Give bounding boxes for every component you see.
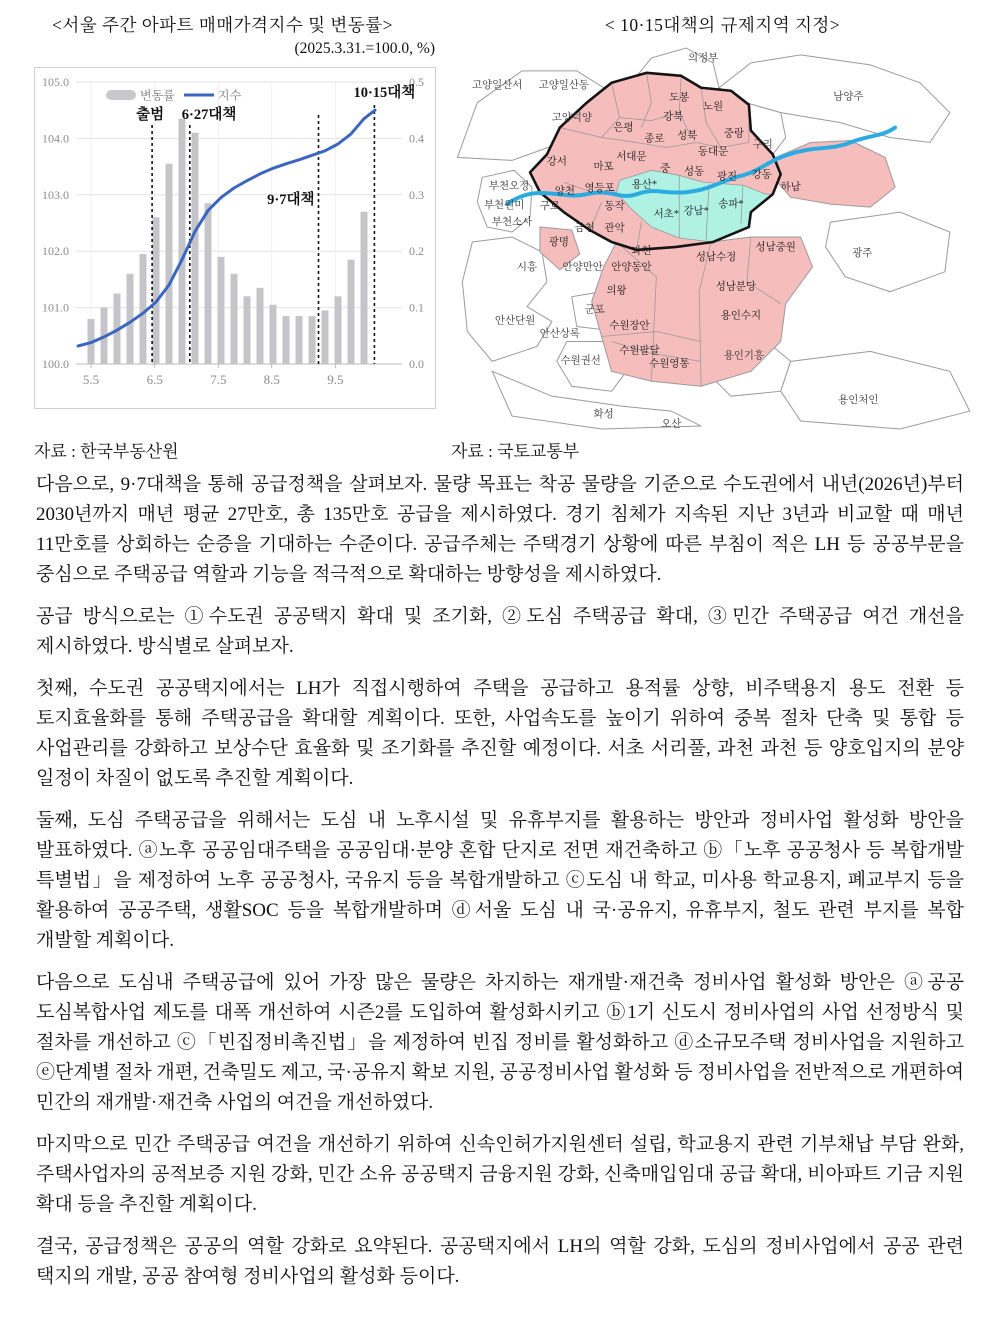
svg-text:0.3: 0.3	[409, 187, 424, 202]
svg-text:안산단원: 안산단원	[494, 315, 536, 327]
svg-text:고양일산서: 고양일산서	[471, 79, 523, 91]
paragraph-conclusion: 결국, 공급정책은 공공의 역할 강화로 요약된다. 공공택지에서 LH의 역할 강화, 도심의 정비사업에서 공공 관련 택지의 개발, 공공 참여형 정비사업의 활성화 등이다.	[36, 1236, 964, 1287]
svg-text:부천원미: 부천원미	[483, 200, 525, 212]
figures-row	[0, 0, 1000, 462]
svg-text:금천: 금천	[574, 223, 595, 235]
svg-text:0.4: 0.4	[409, 131, 424, 146]
svg-text:성남수정: 성남수정	[695, 251, 737, 263]
svg-text:마포: 마포	[593, 161, 614, 173]
svg-text:하남: 하남	[780, 182, 801, 194]
svg-text:0.1: 0.1	[409, 300, 424, 315]
svg-text:광명: 광명	[548, 236, 569, 248]
svg-text:100.0: 100.0	[42, 357, 69, 371]
svg-text:105.0: 105.0	[42, 75, 69, 89]
svg-text:9.5: 9.5	[327, 372, 344, 387]
svg-text:용산*: 용산*	[631, 179, 658, 191]
svg-text:6.5: 6.5	[146, 372, 163, 387]
svg-text:의왕: 의왕	[606, 285, 627, 297]
svg-text:출범: 출범	[136, 107, 165, 123]
paragraph-public-land: 첫째, 수도권 공공택지에서는 LH가 직접시행하여 주택을 공급하고 용적률 상향, 비주택용지 용도 전환 등 토지효율화를 통해 주택공급을 확대할 계획이다. 또한, 사업속도를 높이기 위하여 중복 절차 단축 및 통합 등 사업관리를 강화하고 보상수단 효율화 및 조기화를 추진할 예정이다. 서초 서리풀, 과천 과천 등 양호입지의 분양 일정이 차질이 없도록 추진할 계획이다.	[36, 678, 964, 789]
svg-text:6·27대책: 6·27대책	[181, 107, 237, 123]
svg-text:5.5: 5.5	[82, 372, 100, 387]
svg-text:군포: 군포	[584, 304, 605, 316]
svg-text:영등포: 영등포	[584, 183, 615, 195]
svg-text:강북: 강북	[663, 111, 684, 123]
svg-text:용인수지: 용인수지	[720, 310, 762, 322]
svg-text:강서: 강서	[546, 156, 567, 168]
chart-subtitle: (2025.3.31.=100.0, %)	[294, 40, 435, 57]
svg-text:0.2: 0.2	[409, 244, 424, 259]
chart-source: 자료 : 한국부동산원	[34, 442, 179, 461]
svg-text:서대문: 서대문	[616, 151, 647, 163]
svg-text:8.5: 8.5	[263, 372, 280, 387]
paragraph-redevelopment: 다음으로 도심내 주택공급에 있어 가장 많은 물량은 차지하는 재개발·재건축 정비사업 활성화 방안은 ⓐ공공 도심복합사업 제도를 대폭 개선하여 시즌2를 도입하여 활성화시키고 ⓑ1기 신도시 정비사업의 사업 선정방식 및 절차를 개선하고 ⓒ「빈집정비촉진법」을 제정하여 빈집 정비를 활성화하고 ⓓ소규모주택 정비사업을 지원하고 ⓔ단계별 절차 개편, 건축밀도 제고, 국·공유지 확보 지원, 공공정비사업 활성화 등 정비사업을 전반적으로 개편하여 민간의 재개발·재건축 사업의 여건을 개선하였다.	[36, 972, 964, 1113]
svg-text:성동: 성동	[684, 166, 705, 178]
svg-text:광진: 광진	[716, 171, 738, 183]
svg-text:강남*: 강남*	[683, 206, 709, 218]
svg-text:광주: 광주	[852, 247, 873, 259]
svg-text:7.5: 7.5	[210, 372, 227, 387]
paragraph-urban-supply: 둘째, 도심 주택공급을 위해서는 도심 내 노후시설 및 유휴부지를 활용하는 방안과 정비사업 활성화 방안을 발표하였다. ⓐ노후 공공임대주택을 공공임대·분양 혼합 단지로 전면 재건축하고 ⓑ「노후 공공청사 등 복합개발 특별법」을 제정하여 노후 공공청사, 국유지 등을 복합개발하고 ⓒ도심 내 학교, 미사용 학교용지, 폐교부지 등을 활용하여 공공주택, 생활SOC 등을 복합개발하며 ⓓ서울 도심 내 국·공유지, 유휴부지, 철도 관련 부지를 복합 개발할 계획이다.	[36, 810, 964, 951]
svg-text:중: 중	[660, 163, 671, 175]
svg-text:9·7대책: 9·7대책	[267, 192, 315, 208]
svg-text:성남중원: 성남중원	[755, 241, 796, 253]
svg-text:남양주: 남양주	[833, 91, 864, 103]
paragraph-supply-overview: 다음으로, 9·7대책을 통해 공급정책을 살펴보자. 물량 목표는 착공 물량을 기준으로 수도권에서 내년(2026년)부터 2030년까지 매년 평균 27만호, 총 135만호 공급을 제시하였다. 경기 침체가 지속된 지난 3년과 비교할 때 매년 11만호를 상회하는 순증을 기대하는 수준이다. 공급주체는 주택경기 상황에 따른 부침이 적은 LH 등 공공부문을 중심으로 주택공급 역할과 기능을 적극적으로 확대하는 방향성을 제시하였다.	[36, 474, 964, 585]
svg-text:고양일산동: 고양일산동	[538, 79, 590, 91]
svg-text:구리: 구리	[752, 139, 773, 151]
svg-text:부천소사: 부천소사	[491, 217, 533, 229]
svg-text:의정부: 의정부	[687, 52, 719, 64]
article-body	[0, 462, 1000, 1292]
svg-text:용인기흥: 용인기흥	[723, 350, 765, 362]
svg-text:과천: 과천	[631, 245, 652, 257]
svg-text:수원영통: 수원영통	[649, 358, 690, 370]
svg-text:용인처인: 용인처인	[838, 395, 879, 407]
svg-text:서초*: 서초*	[653, 209, 679, 221]
svg-text:수원권선: 수원권선	[560, 355, 601, 367]
svg-text:관악: 관악	[604, 223, 625, 235]
svg-text:화성: 화성	[593, 409, 614, 421]
svg-text:성남분당: 성남분당	[715, 281, 757, 293]
svg-text:시흥: 시흥	[516, 261, 538, 273]
paragraph-private-supply: 마지막으로 민간 주택공급 여건을 개선하기 위하여 신속인허가지원센터 설립, 학교용지 관련 기부채납 부담 완화, 주택사업자의 공적보증 지원 강화, 민간 소유 공공택지 금융지원 강화, 신축매입임대 공급 확대, 비아파트 기금 지원 확대 등을 추진할 계획이다.	[36, 1134, 964, 1215]
paragraph-supply-methods: 공급 방식으로는 ①수도권 공공택지 확대 및 조기화, ②도심 주택공급 확대, ③민간 주택공급 여건 개선을 제시하였다. 방식별로 살펴보자.	[36, 606, 964, 657]
regulated-area-map	[451, 43, 998, 431]
svg-text:수원장안: 수원장안	[609, 320, 650, 332]
svg-text:고양덕양: 고양덕양	[551, 112, 592, 124]
svg-text:101.0: 101.0	[42, 300, 69, 315]
svg-text:성북: 성북	[677, 130, 698, 142]
svg-text:수원팔달: 수원팔달	[619, 345, 660, 357]
svg-text:103.0: 103.0	[42, 187, 69, 202]
map-title: < 10·15대책의 규제지역 지정>	[604, 15, 841, 35]
regulated-area-figure	[445, 10, 1000, 462]
svg-text:10·15대책: 10·15대책	[353, 85, 416, 101]
svg-text:안산상록: 안산상록	[539, 328, 581, 340]
svg-text:오산: 오산	[661, 419, 682, 431]
svg-text:양천: 양천	[554, 186, 575, 198]
svg-text:종로: 종로	[644, 133, 665, 145]
map-source: 자료 : 국토교통부	[451, 442, 580, 461]
svg-text:중랑: 중랑	[723, 128, 745, 140]
svg-text:구로: 구로	[539, 201, 560, 213]
svg-text:송파*: 송파*	[718, 199, 744, 211]
svg-text:변동률: 변동률	[140, 88, 175, 103]
svg-text:동대문: 동대문	[697, 146, 729, 158]
svg-text:강동: 강동	[751, 169, 772, 181]
svg-text:동작: 동작	[604, 201, 625, 213]
svg-text:0.0: 0.0	[409, 357, 424, 371]
svg-text:안양동안: 안양동안	[611, 261, 652, 273]
svg-text:은평: 은평	[613, 122, 634, 134]
svg-text:0.5: 0.5	[409, 75, 424, 89]
price-index-figure	[0, 10, 445, 462]
price-index-chart	[34, 67, 436, 409]
svg-text:부천오정: 부천오정	[488, 181, 530, 193]
svg-text:안양만안: 안양만안	[562, 261, 603, 273]
svg-text:102.0: 102.0	[42, 244, 69, 259]
chart-title: <서울 주간 아파트 매매가격지수 및 변동률>	[52, 15, 393, 35]
svg-text:도봉: 도봉	[669, 92, 690, 104]
svg-text:지수: 지수	[218, 88, 242, 103]
svg-text:104.0: 104.0	[42, 131, 69, 146]
svg-text:노원: 노원	[702, 101, 724, 113]
